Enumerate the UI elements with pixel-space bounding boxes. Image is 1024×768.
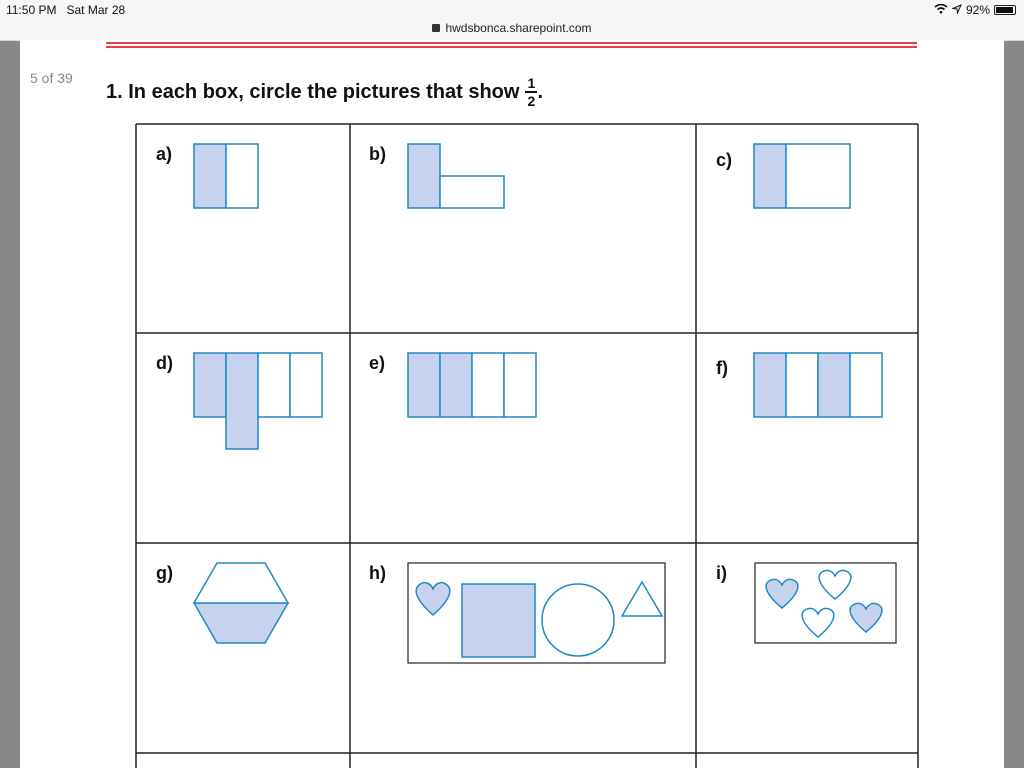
time-text: 11:50 PM	[6, 3, 57, 17]
label-d: d)	[156, 353, 173, 373]
label-a: a)	[156, 144, 173, 164]
shape-b-unequal-parts[interactable]	[408, 144, 504, 208]
header-rule-top	[106, 42, 917, 44]
shape-d-four-strips[interactable]	[194, 353, 322, 449]
square-shape	[462, 584, 535, 657]
shape-i-hearts-group[interactable]	[755, 563, 896, 643]
label-b: b)	[369, 144, 386, 164]
fraction-one-half	[525, 76, 537, 108]
question-title	[106, 76, 543, 108]
answer-grid	[135, 123, 920, 768]
shape-e-four-strips[interactable]	[408, 353, 536, 417]
fraction-denominator: 2	[527, 93, 536, 109]
label-f: f)	[716, 358, 728, 378]
question-period: .	[537, 80, 544, 103]
label-c: c)	[716, 150, 733, 170]
fraction-numerator: 1	[527, 75, 536, 91]
date-text: Sat Mar 28	[66, 3, 126, 17]
lock-icon	[432, 24, 440, 32]
wifi-icon	[934, 3, 948, 17]
battery-percent: 92%	[965, 3, 990, 17]
shape-g-hexagon-halves[interactable]	[194, 563, 288, 643]
shape-c-unequal-parts[interactable]	[754, 144, 850, 208]
battery-level-fill	[996, 7, 1013, 13]
location-arrow-icon	[952, 3, 962, 17]
url-text[interactable]: hwdsbonca.sharepoint.com	[445, 21, 592, 35]
shape-a-rectangle-halves[interactable]	[194, 144, 258, 208]
status-time	[6, 3, 125, 17]
header-rule-bottom	[106, 46, 917, 48]
label-h: h)	[369, 563, 386, 583]
browser-address-bar[interactable]	[0, 20, 1024, 41]
status-bar	[0, 0, 1024, 20]
circle-shape	[542, 584, 614, 656]
shape-f-four-strips[interactable]	[754, 353, 882, 417]
label-i: i)	[716, 563, 727, 583]
pdf-page[interactable]	[20, 40, 1004, 768]
status-icons	[934, 3, 1016, 17]
battery-icon	[994, 5, 1016, 15]
shape-h-shape-group[interactable]	[408, 563, 665, 663]
label-e: e)	[369, 353, 386, 373]
question-text: 1. In each box, circle the pictures that show	[106, 80, 520, 103]
label-g: g)	[156, 563, 173, 583]
page-counter: 5 of 39	[30, 70, 73, 86]
